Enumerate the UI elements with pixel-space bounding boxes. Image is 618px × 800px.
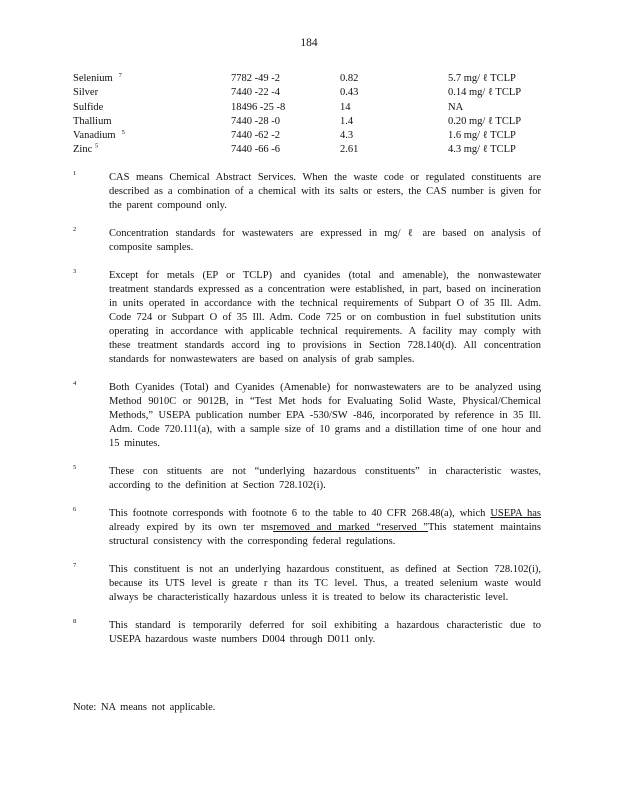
- table-row: [73, 72, 553, 86]
- footnotes-section: [73, 171, 541, 661]
- cas-number: 7440 -62 -2: [231, 130, 280, 142]
- wastewater-standard: 0.82: [340, 73, 359, 84]
- underlined-insertion: USEPA has: [490, 508, 541, 519]
- constituents-table: [73, 72, 553, 158]
- footnote-text: Both Cyanides (Total) and Cyanides (Amenable) for nonwastewaters are to be analyzed using Method 9010C or 9012B, in “Test Met hods for Evaluating Solid Waste, Physical/Chemical Methods,” USEPA publication number EPA -530/SW -846, incorporated by reference in 35 Ill. Adm. Code 720.111(a), with a sample size of 10 grams and a distillation time of one hour and 15 minutes.: [109, 382, 541, 449]
- footnote-text: CAS means Chemical Abstract Services. When the waste code or regulated constituents are described as a combination of a chemical with its salts or esters, the CAS number is given for the parent compound only.: [109, 172, 541, 211]
- footnote-number: 6: [73, 506, 77, 513]
- page-number: 184: [300, 37, 318, 49]
- footnote-1: [73, 171, 541, 213]
- wastewater-standard: 0.43: [340, 87, 359, 99]
- footnote-number: 5: [73, 464, 77, 471]
- constituent-name: Vanadium: [73, 130, 116, 142]
- wastewater-standard: 14: [340, 101, 351, 113]
- footnote-4: [73, 381, 541, 451]
- footnote-number: 3: [73, 268, 77, 275]
- nonwastewater-standard: 0.20 mg/ ℓ TCLP: [448, 115, 522, 127]
- nonwastewater-standard: 5.7 mg/ ℓ TCLP: [448, 73, 516, 84]
- footnote-text: This constituent is not an underlying hazardous constituent, as defined at Section 728.102(i), because its UTS level is greate r than its TC level. Thus, a treated selenium waste would always be characteristically hazardous unless it is treated to below its characteristic level.: [109, 564, 541, 603]
- footnote-text: This standard is temporarily deferred for soil exhibiting a hazardous characteristic due to USEPA hazardous waste numbers D004 through D011 only.: [109, 620, 541, 645]
- footnote-5: [73, 465, 541, 493]
- footnote-3: [73, 269, 541, 367]
- nonwastewater-standard: 4.3 mg/ ℓ TCLP: [448, 144, 516, 156]
- constituent-name: Sulfide: [73, 101, 104, 113]
- table-row: [73, 86, 553, 100]
- footnote-text-part: This statement maintains structural consistency with the corresponding federal regulations.: [109, 522, 541, 547]
- table-row: [73, 101, 553, 115]
- footnote-ref: 7: [118, 71, 122, 79]
- table-note: Note: NA means not applicable.: [73, 702, 216, 713]
- underlined-insertion: removed and marked “reserved ”: [273, 522, 428, 533]
- constituent-name: Silver: [73, 87, 99, 99]
- footnote-ref: 5: [121, 128, 125, 136]
- footnote-ref: 5: [94, 142, 99, 150]
- wastewater-standard: 2.61: [340, 144, 359, 156]
- nonwastewater-standard: 0.14 mg/ ℓ TCLP: [448, 87, 522, 99]
- table-row: [73, 115, 553, 129]
- table-row: [73, 129, 553, 143]
- footnote-number: 8: [73, 618, 77, 625]
- footnote-number: 1: [73, 170, 77, 177]
- footnote-number: 7: [73, 562, 77, 569]
- nonwastewater-standard: NA: [448, 101, 464, 113]
- footnote-number: 2: [73, 226, 77, 233]
- footnote-8: [73, 619, 541, 647]
- footnote-text: Concentration standards for wastewaters are expressed in mg/ ℓ are based on analysis of composite samples.: [109, 228, 541, 253]
- footnote-6: [73, 507, 541, 549]
- footnote-text-part: This footnote corresponds with footnote 6 to the table to 40 CFR 268.48(a), which: [109, 508, 491, 519]
- footnote-text: These con stituents are not “underlying hazardous constituents” in characteristic wastes, according to the definition at Section 728.102(i).: [109, 466, 541, 491]
- cas-number: 18496 -25 -8: [231, 101, 286, 113]
- footnote-number: 4: [73, 380, 77, 387]
- wastewater-standard: 1.4: [340, 115, 354, 127]
- wastewater-standard: 4.3: [340, 130, 354, 142]
- cas-number: 7440 -22 -4: [231, 87, 280, 99]
- footnote-7: [73, 563, 541, 605]
- footnote-text: [109, 507, 541, 549]
- constituent-name: Selenium: [73, 73, 113, 84]
- footnote-text-part: already expired by its own ter ms: [109, 522, 274, 533]
- constituent-name: Thallium: [73, 115, 112, 127]
- nonwastewater-standard: 1.6 mg/ ℓ TCLP: [448, 130, 516, 142]
- cas-number: 7440 -66 -6: [231, 144, 280, 156]
- cas-number: 7440 -28 -0: [231, 115, 280, 127]
- footnote-text: Except for metals (EP or TCLP) and cyanides (total and amenable), the nonwastewater treatment standards expressed as a concentration were established, in part, based on incineration in units operated in accordance with the technical requirements of Subpart O of 35 Ill. Adm. Code 724 or Subpart O of 35 Ill. Adm. Code 725 or on combustion in fuel substitution units operating in accordance with applicable technical requirements. A facility may comply with these treatment standards accord ing to provisions in Section 728.140(d). All concentration standards for nonwastewaters are based on analysis of grab samples.: [109, 270, 541, 365]
- cas-number: 7782 -49 -2: [231, 73, 280, 84]
- constituent-name: Zinc: [73, 144, 93, 156]
- footnote-2: [73, 227, 541, 255]
- table-row: [73, 143, 553, 157]
